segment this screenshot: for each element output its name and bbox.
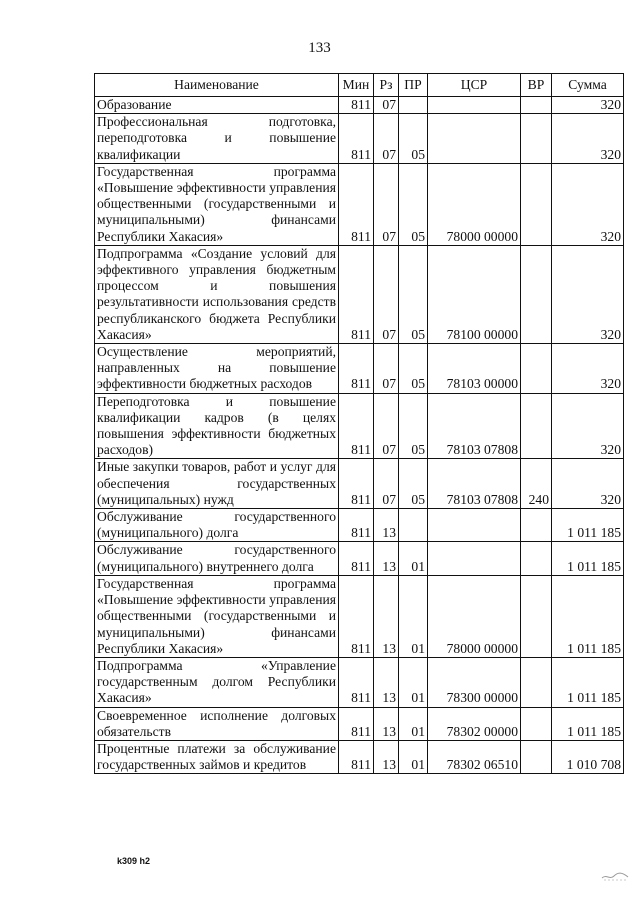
row-csr: 78103 07808 [428,459,521,509]
row-csr: 78000 00000 [428,163,521,245]
row-rz: 07 [374,459,399,509]
row-min: 811 [339,509,374,542]
row-min: 811 [339,657,374,707]
row-sum: 1 010 708 [552,740,624,773]
row-vr: 240 [521,459,552,509]
row-name: Государственная программа «Повышение эффективности управления общественными (государственными и муниципальными) финансами Республики Хакасия» [95,163,339,245]
row-rz: 07 [374,245,399,343]
row-sum: 320 [552,344,624,394]
row-vr [521,97,552,114]
row-csr: 78302 00000 [428,707,521,740]
table-row [95,542,624,575]
page-number: 133 [308,40,331,56]
row-pr: 01 [399,707,428,740]
row-pr: 05 [399,344,428,394]
footer-document-code: k309 h2 [117,856,151,866]
row-sum: 320 [552,245,624,343]
row-name: Подпрограмма «Управление государственным долгом Республики Хакасия» [95,657,339,707]
table-row [95,344,624,394]
row-sum: 320 [552,163,624,245]
row-name: Осуществление мероприятий, направленных на повышение эффективности бюджетных расходов [95,344,339,394]
row-csr: 78103 07808 [428,393,521,459]
table-row [95,509,624,542]
row-min: 811 [339,575,374,657]
row-name: Образование [95,97,339,114]
row-csr: 78000 00000 [428,575,521,657]
row-min: 811 [339,459,374,509]
row-min: 811 [339,344,374,394]
row-min: 811 [339,740,374,773]
row-pr: 05 [399,245,428,343]
row-name: Своевременное исполнение долговых обязательств [95,707,339,740]
row-vr [521,114,552,164]
row-csr [428,509,521,542]
row-pr: 01 [399,542,428,575]
table-row [95,740,624,773]
table-row [95,163,624,245]
row-vr [521,542,552,575]
row-vr [521,575,552,657]
row-pr: 01 [399,740,428,773]
row-pr: 05 [399,114,428,164]
row-vr [521,344,552,394]
row-rz: 13 [374,657,399,707]
row-pr: 05 [399,163,428,245]
row-rz: 07 [374,163,399,245]
row-vr [521,657,552,707]
row-min: 811 [339,163,374,245]
row-pr: 01 [399,657,428,707]
table-row [95,575,624,657]
row-min: 811 [339,114,374,164]
column-header-pr: ПР [399,74,428,97]
row-csr: 78100 00000 [428,245,521,343]
row-pr: 05 [399,459,428,509]
table-row [95,393,624,459]
row-min: 811 [339,245,374,343]
row-pr [399,509,428,542]
table-row [95,97,624,114]
row-rz: 13 [374,707,399,740]
row-rz: 13 [374,509,399,542]
row-rz: 13 [374,740,399,773]
column-header-rz: Рз [374,74,399,97]
column-header-csr: ЦСР [428,74,521,97]
row-pr: 05 [399,393,428,459]
row-sum: 1 011 185 [552,707,624,740]
row-csr [428,542,521,575]
row-name: Государственная программа «Повышение эффективности управления общественными (государственными и муниципальными) финансами Республики Хакасия» [95,575,339,657]
row-rz: 13 [374,542,399,575]
row-csr: 78300 00000 [428,657,521,707]
row-sum: 1 011 185 [552,542,624,575]
row-sum: 320 [552,97,624,114]
row-vr [521,740,552,773]
table-row [95,245,624,343]
row-vr [521,393,552,459]
row-min: 811 [339,393,374,459]
row-rz: 07 [374,393,399,459]
column-header-min: Мин [339,74,374,97]
row-sum: 1 011 185 [552,509,624,542]
table-row [95,657,624,707]
budget-table [94,73,624,774]
row-sum: 320 [552,114,624,164]
row-csr [428,114,521,164]
row-name: Переподготовка и повышение квалификации кадров (в целях повышения эффективности бюджетных расходов) [95,393,339,459]
row-min: 811 [339,542,374,575]
row-rz: 07 [374,97,399,114]
column-header-name: Наименование [95,74,339,97]
row-name: Профессиональная подготовка, переподготовка и повышение квалификации [95,114,339,164]
row-name: Иные закупки товаров, работ и услуг для обеспечения государственных (муниципальных) нужд [95,459,339,509]
row-rz: 07 [374,344,399,394]
table-header-row [95,74,624,97]
row-vr [521,163,552,245]
row-vr [521,707,552,740]
row-name: Обслуживание государственного (муниципального) внутреннего долга [95,542,339,575]
row-sum: 320 [552,393,624,459]
row-vr [521,509,552,542]
table-row [95,707,624,740]
row-sum: 1 011 185 [552,657,624,707]
row-name: Обслуживание государственного (муниципального) долга [95,509,339,542]
row-rz: 07 [374,114,399,164]
row-csr: 78103 00000 [428,344,521,394]
row-sum: 1 011 185 [552,575,624,657]
row-name: Подпрограмма «Создание условий для эффективного управления бюджетным процессом и повышения результативности использования средств республиканского бюджета Республики Хакасия» [95,245,339,343]
row-csr [428,97,521,114]
row-vr [521,245,552,343]
scan-artifact-icon [600,868,630,882]
row-rz: 13 [374,575,399,657]
table-row [95,114,624,164]
column-header-sum: Сумма [552,74,624,97]
row-csr: 78302 06510 [428,740,521,773]
row-min: 811 [339,97,374,114]
column-header-vr: ВР [521,74,552,97]
row-sum: 320 [552,459,624,509]
table-row [95,459,624,509]
row-pr [399,97,428,114]
row-name: Процентные платежи за обслуживание государственных займов и кредитов [95,740,339,773]
row-min: 811 [339,707,374,740]
row-pr: 01 [399,575,428,657]
